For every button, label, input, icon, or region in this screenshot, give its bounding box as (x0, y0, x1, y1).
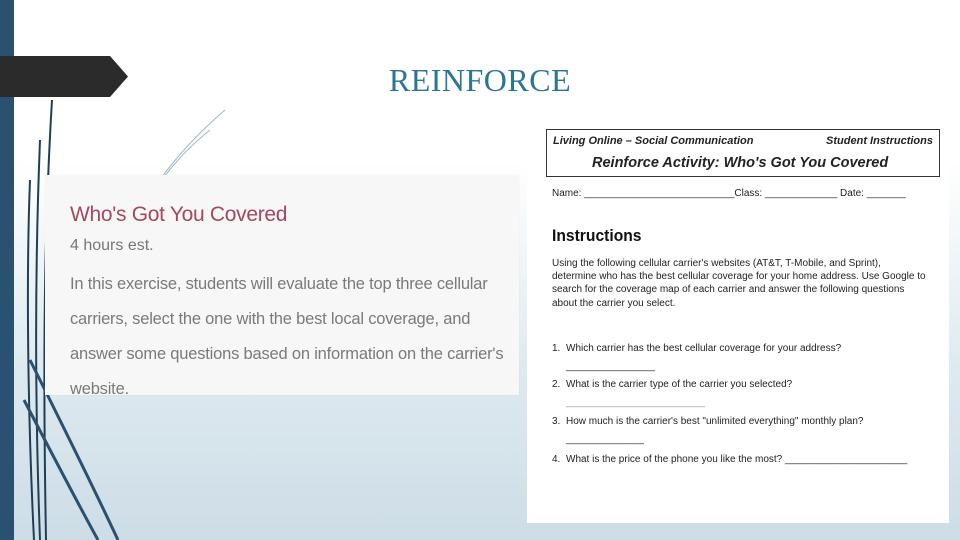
course-label: Living Online – Social Communication (553, 135, 754, 147)
instructions-body: Using the following cellular carrier's websites (AT&T, T-Mobile, and Sprint), determine who has the best cellular coverage for your home address. Use Google to search for the coverage map of each carrier and answer the following questions about the carrier you select. (552, 258, 926, 309)
activity-heading: Who's Got You Covered (70, 203, 288, 226)
answer-line-1: ________________ (566, 361, 655, 372)
document-title: Reinforce Activity: Who's Got You Covered (592, 155, 889, 171)
answer-line-3: ______________ (566, 434, 644, 445)
activity-description: In this exercise, students will evaluate the top three cellular carriers, select the one with the best local coverage, and answer some questions based on information on the carrier's website. (70, 275, 504, 398)
doc-type-label: Student Instructions (826, 135, 933, 147)
question-4: 4. What is the price of the phone you like the most? ______________________ (552, 454, 908, 465)
question-1: 1. Which carrier has the best cellular coverage for your address? (552, 343, 842, 354)
instructions-document (527, 105, 949, 523)
name-class-date-line: Name: ___________________________Class: _____________ Date: _______ (552, 188, 906, 199)
activity-summary-card (45, 175, 519, 398)
slide-title: REINFORCE (388, 62, 572, 98)
time-estimate: 4 hours est. (70, 237, 154, 254)
answer-line-2: _________________________ (566, 397, 706, 408)
question-3: 3. How much is the carrier's best "unlimited everything" monthly plan? (552, 416, 864, 427)
instructions-title: Instructions (552, 226, 642, 245)
question-2: 2. What is the carrier type of the carrier you selected? (552, 379, 793, 390)
document-header (546, 129, 940, 177)
